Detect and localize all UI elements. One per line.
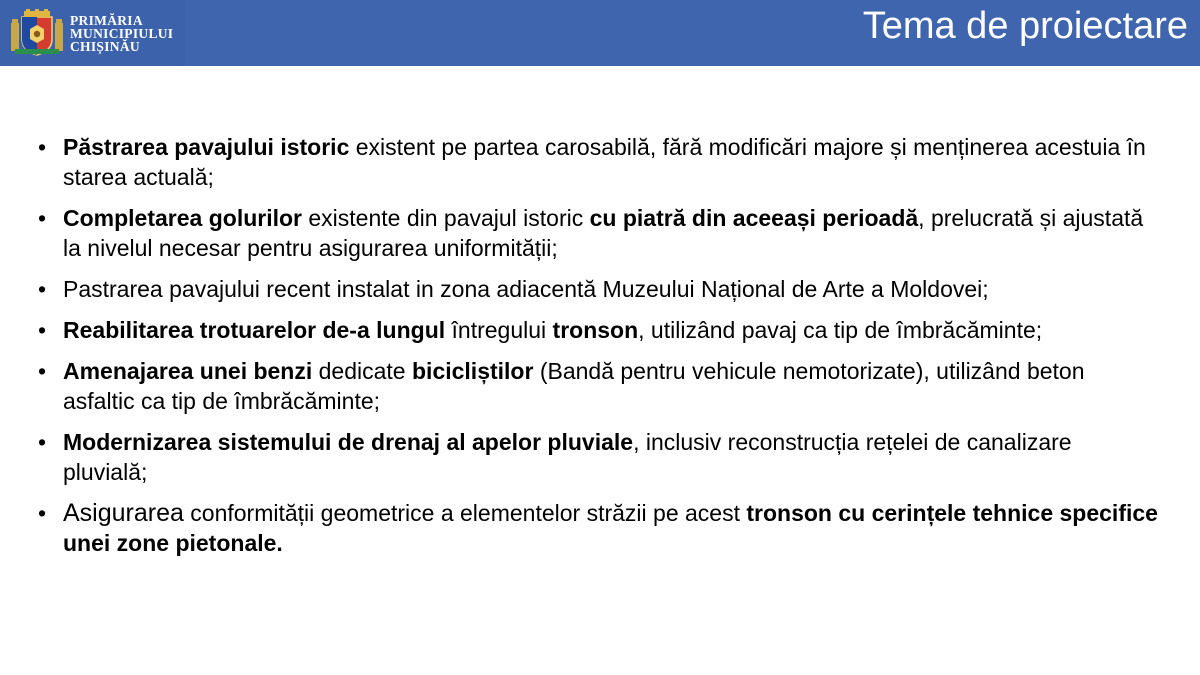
bullet-marker: •	[38, 205, 47, 231]
logo	[0, 0, 185, 66]
bullet-text	[63, 134, 1146, 190]
bullet-marker: •	[38, 134, 47, 160]
bullet-segment: conformității geometrice a elementelor străzii pe acest	[183, 500, 747, 526]
bullet-bold-segment: Completarea golurilor	[63, 205, 302, 231]
bullet-segment: existente din pavajul istoric	[301, 205, 590, 231]
bullet-segment: Pastrarea pavajului recent instalat in zona adiacentă Muzeului Național de Arte a Moldovei;	[63, 276, 989, 302]
bullet-bold-segment: tronson	[552, 317, 639, 343]
bullet-segment: , utilizând pavaj ca tip de îmbrăcăminte;	[638, 317, 1043, 343]
bullet-text	[63, 317, 1042, 343]
bullet-segment: întregului	[445, 317, 553, 343]
logo-line-2: MUNICIPIULUI	[70, 25, 174, 41]
bullet-marker: •	[38, 358, 47, 384]
bullet-item	[38, 315, 1158, 345]
bullet-segment: dedicate	[312, 358, 412, 384]
bullet-item	[38, 356, 1158, 416]
bullet-list	[38, 132, 1158, 569]
bullet-marker: •	[38, 317, 47, 343]
logo-line-3: CHIȘINĂU	[70, 38, 140, 54]
bullet-marker: •	[38, 429, 47, 455]
bullet-bold-segment: Păstrarea pavajului istoric	[63, 134, 350, 160]
bullet-segment: , inclusiv reconstrucția rețelei de canalizare pluvială;	[63, 429, 1072, 485]
bullet-text	[63, 358, 1085, 414]
bullet-text	[63, 429, 1072, 485]
bullet-segment: , prelucrată și ajustată la nivelul necesar pentru asigurarea uniformității;	[63, 205, 1144, 261]
bullet-text	[63, 500, 1158, 556]
bullet-bold-segment: tronson cu cerințele tehnice specifice unei zone pietonale.	[63, 500, 1158, 556]
bullet-item	[38, 274, 1158, 304]
bullet-item	[38, 132, 1158, 192]
bullet-bold-segment: Reabilitarea trotuarelor de-a lungul	[63, 317, 446, 343]
bullet-item	[38, 498, 1158, 558]
bullet-text	[63, 276, 989, 302]
logo-line-1: PRIMĂRIA	[70, 12, 143, 28]
bullet-bold-segment: Amenajarea unei benzi	[63, 358, 313, 384]
slide-title: Tema de proiectare	[862, 5, 1188, 47]
bullet-segment: Asigurarea	[63, 499, 184, 527]
logo-text	[70, 14, 173, 53]
bullet-bold-segment: bicicliștilor	[412, 358, 534, 384]
bullet-bold-segment: Modernizarea sistemului de drenaj al apelor pluviale	[63, 429, 634, 455]
bullet-item	[38, 203, 1158, 263]
bullet-marker: •	[38, 500, 47, 526]
bullet-bold-segment: cu piatră din aceeași perioadă	[589, 205, 919, 231]
coat-of-arms-icon	[10, 9, 64, 57]
bullet-segment: existent pe partea carosabilă, fără modificări majore și menținerea acestuia în starea actuală;	[63, 134, 1146, 190]
bullet-item	[38, 427, 1158, 487]
bullet-marker: •	[38, 276, 47, 302]
bullet-text	[63, 205, 1143, 261]
header-bar	[0, 0, 1200, 66]
bullet-segment: (Bandă pentru vehicule nemotorizate), utilizând beton asfaltic ca tip de îmbrăcăminte;	[63, 358, 1085, 414]
